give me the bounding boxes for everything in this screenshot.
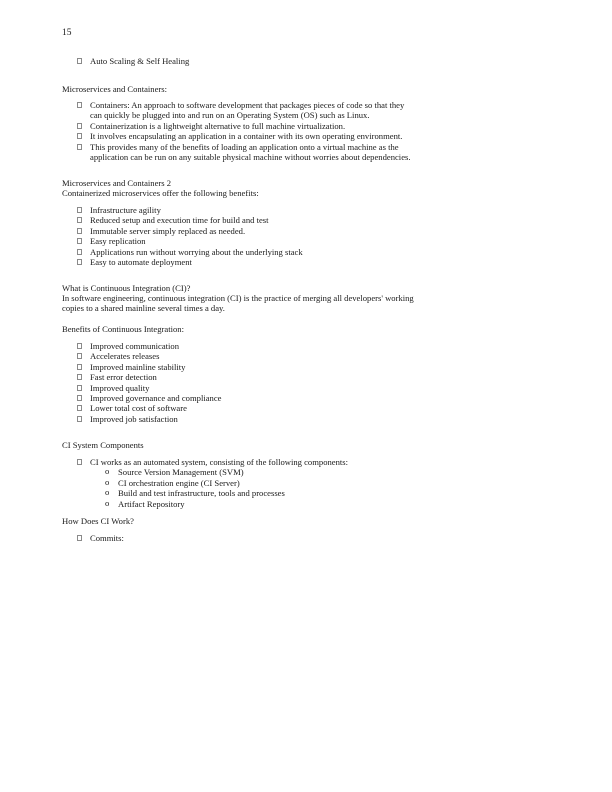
section-heading-microservices-2: Microservices and Containers 2 xyxy=(62,178,172,188)
list-item: It involves encapsulating an application in a container with its own operating environment. xyxy=(77,131,417,141)
bullet-box-icon xyxy=(77,259,82,265)
sub-list-item: o Artifact Repository xyxy=(105,497,185,509)
list-item: Improved governance and compliance xyxy=(77,393,417,403)
section-heading-microservices: Microservices and Containers: xyxy=(62,84,168,94)
list-item: Commits: xyxy=(77,533,417,543)
bullet-box-icon xyxy=(77,217,82,223)
bullet-box-icon xyxy=(77,207,82,213)
bullet-box-icon xyxy=(77,416,82,422)
sub-list-item: o CI orchestration engine (CI Server) xyxy=(105,476,240,488)
list-item: Improved quality xyxy=(77,383,417,393)
list-item: Lower total cost of software xyxy=(77,403,417,413)
list-item: Applications run without worrying about the underlying stack xyxy=(77,247,417,257)
list-item: CI works as an automated system, consisting of the following components: o Source Version Management (SVM) o CI orchestration engine (CI Server) o Build and test infrastructure, tools and processes o Artifact Repository xyxy=(77,457,417,509)
list-item: Immutable server simply replaced as needed. xyxy=(77,226,417,236)
bullet-list-how xyxy=(77,533,417,543)
bullet-box-icon xyxy=(77,374,82,380)
list-item: Accelerates releases xyxy=(77,351,417,361)
bullet-box-icon xyxy=(77,249,82,255)
list-item: Auto Scaling & Self Healing xyxy=(77,56,417,66)
section-heading-how-ci-works: How Does CI Work? xyxy=(62,516,134,526)
bullet-box-icon xyxy=(77,133,82,139)
section-heading-ci: What is Continuous Integration (CI)? xyxy=(62,283,191,293)
list-item: Containers: An approach to software development that packages pieces of code so that they can quickly be plugged into and run on an Operating System (OS) such as Linux. xyxy=(77,100,417,121)
bullet-list-ci-benefits xyxy=(77,341,417,424)
circle-bullet-icon: o xyxy=(105,466,110,477)
bullet-box-icon xyxy=(77,58,82,64)
bullet-box-icon xyxy=(77,123,82,129)
list-item: Improved job satisfaction xyxy=(77,414,417,424)
list-item: Easy to automate deployment xyxy=(77,257,417,267)
bullet-box-icon xyxy=(77,102,82,108)
bullet-box-icon xyxy=(77,144,82,150)
list-item: Improved communication xyxy=(77,341,417,351)
circle-bullet-icon: o xyxy=(105,476,110,487)
bullet-list-scaling xyxy=(77,56,417,66)
list-item: This provides many of the benefits of loading an application onto a virtual machine as the application can be run on any suitable physical machine without worries about dependencies. xyxy=(77,142,417,163)
bullet-box-icon xyxy=(77,353,82,359)
bullet-box-icon xyxy=(77,395,82,401)
section-heading-components: CI System Components xyxy=(62,440,144,450)
bullet-box-icon xyxy=(77,238,82,244)
list-item: Containerization is a lightweight alternative to full machine virtualization. xyxy=(77,121,417,131)
bullet-box-icon xyxy=(77,228,82,234)
bullet-box-icon xyxy=(77,459,82,465)
list-item: Fast error detection xyxy=(77,372,417,382)
bullet-box-icon xyxy=(77,364,82,370)
circle-bullet-icon: o xyxy=(105,487,110,498)
bullet-list-benefits xyxy=(77,205,417,267)
bullet-list-containers xyxy=(77,100,417,162)
sub-list-item: o Build and test infrastructure, tools and processes xyxy=(105,487,285,499)
page-number: 15 xyxy=(62,28,72,38)
bullet-box-icon xyxy=(77,405,82,411)
list-item: Reduced setup and execution time for build and test xyxy=(77,215,417,225)
bullet-box-icon xyxy=(77,343,82,349)
section-body-ci: In software engineering, continuous integration (CI) is the practice of merging all developers' working copies to a shared mainline several times a day. xyxy=(62,293,414,314)
bullet-box-icon xyxy=(77,535,82,541)
section-intro: Containerized microservices offer the following benefits: xyxy=(62,188,259,198)
section-heading-benefits-ci: Benefits of Continuous Integration: xyxy=(62,324,184,334)
circle-bullet-icon: o xyxy=(105,497,110,508)
sub-list-item: o Source Version Management (SVM) xyxy=(105,466,244,478)
list-item: Infrastructure agility xyxy=(77,205,417,215)
bullet-box-icon xyxy=(77,385,82,391)
list-item: Improved mainline stability xyxy=(77,362,417,372)
sub-list-components xyxy=(90,467,417,509)
bullet-list-components xyxy=(77,457,417,509)
list-item: Easy replication xyxy=(77,236,417,246)
